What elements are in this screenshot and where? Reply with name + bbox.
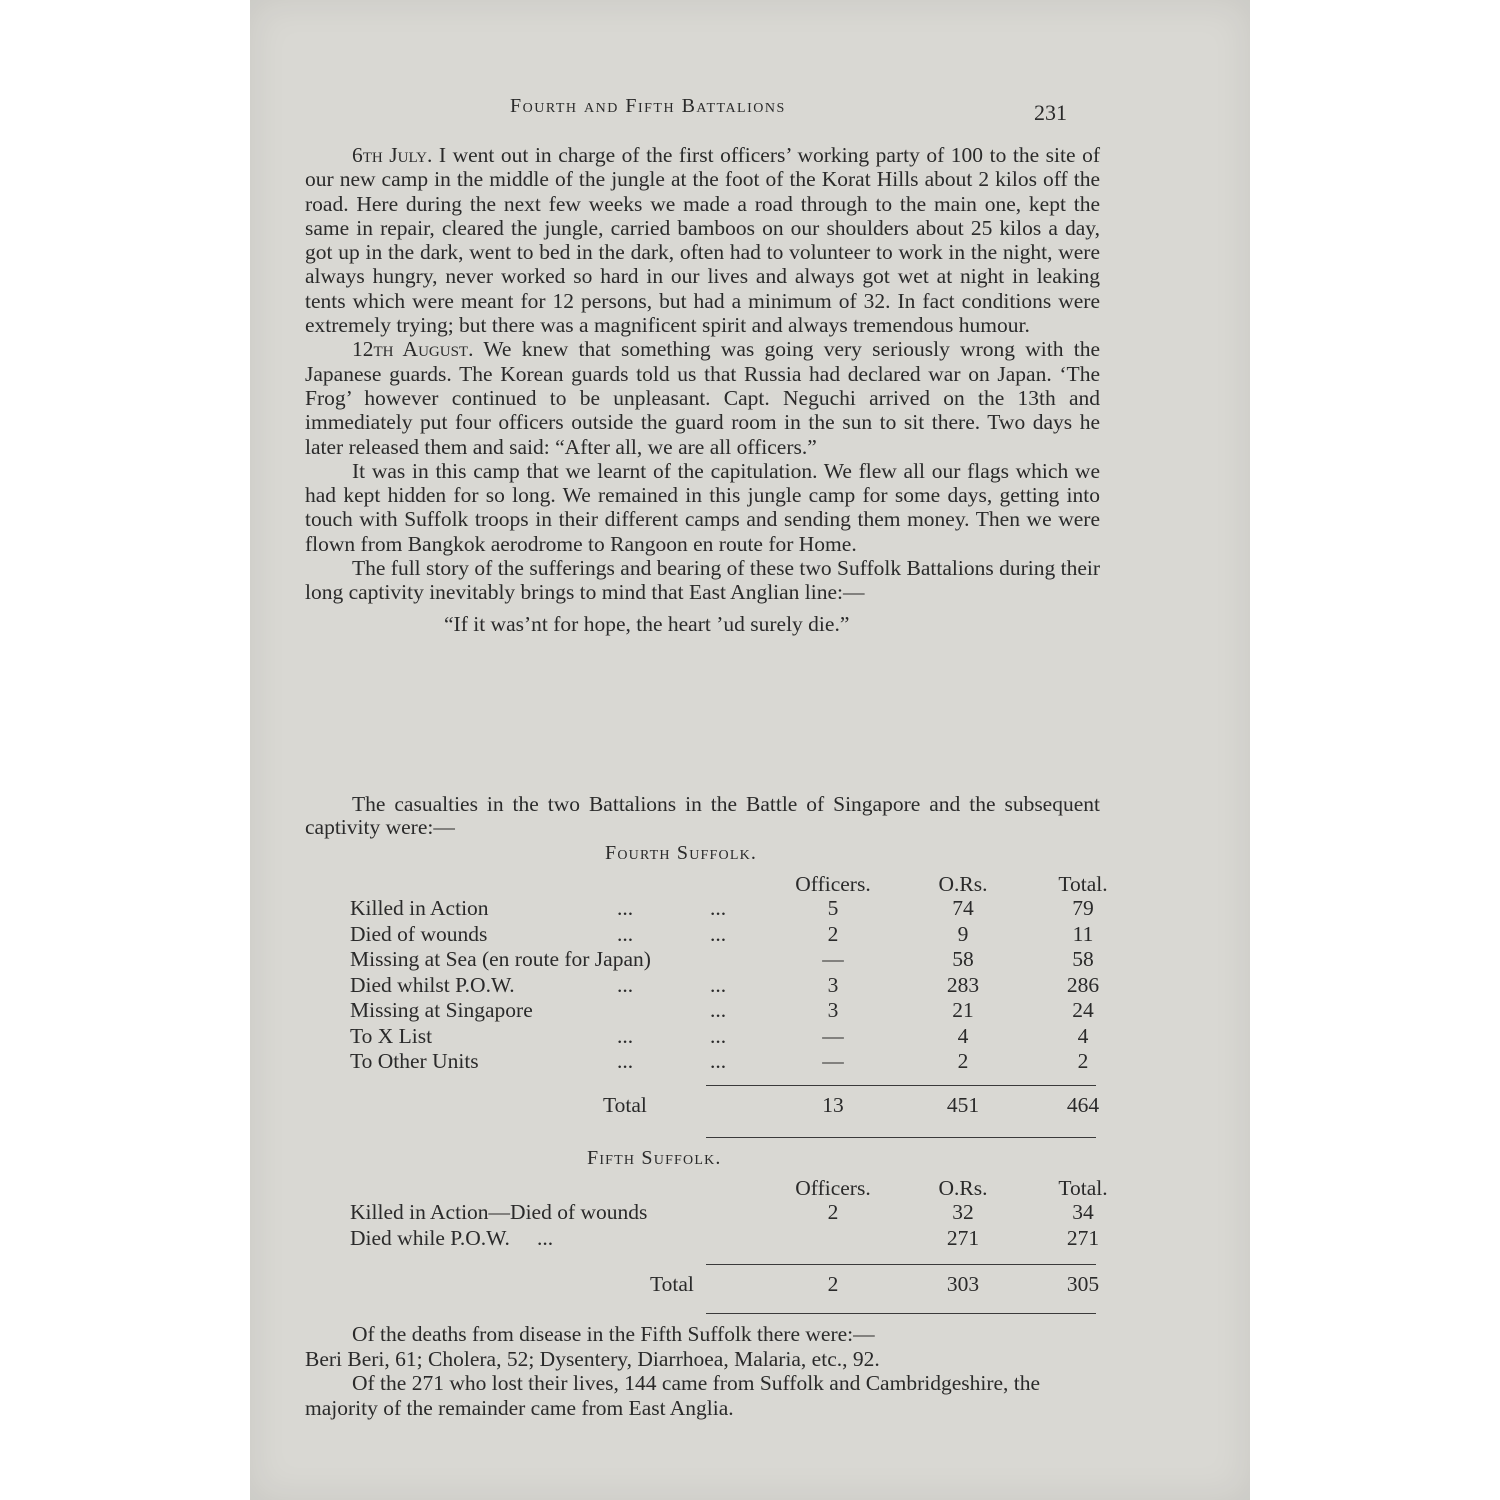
fifth-suffolk-total-row	[350, 1272, 1110, 1298]
cell-ors: 21	[952, 998, 974, 1022]
cell-total: 58	[1072, 947, 1094, 971]
cell-total: 2	[1077, 1049, 1089, 1073]
leader-dots: ...	[710, 1023, 727, 1048]
fourth-suffolk-title: Fourth Suffolk.	[605, 842, 758, 864]
leader-dots: ...	[617, 1049, 634, 1073]
leader-dots: ...	[617, 896, 634, 920]
cell-ors: 9	[957, 921, 969, 946]
total-officers: 13	[822, 1093, 844, 1117]
cell-ors: 58	[952, 947, 974, 971]
row-label: To X List	[350, 1023, 433, 1048]
row-label: Died whilst P.O.W.	[350, 972, 515, 997]
disease-intro: Of the deaths from disease in the Fifth Suffolk there were:—	[352, 1322, 875, 1346]
total-ors: 451	[946, 1093, 980, 1117]
cell-ors: 32	[952, 1200, 974, 1224]
cell-officers: —	[822, 1023, 844, 1048]
leader-dots: ...	[710, 921, 727, 946]
paragraph-capitulation: It was in this camp that we learnt of the capitulation. We flew all our flags which we had kept hidden for so long. We remained in this jungle camp for some days, getting into touch with Suffolk troops in their different camps and sending them money. Then we were flown from Bangkok aerodrome to Rangoon en route for Home.	[305, 458, 1100, 556]
casualty-intro	[305, 793, 1100, 839]
leader-dots: ...	[537, 1225, 554, 1250]
page-number: 231	[1034, 100, 1067, 125]
cell-total: 4	[1077, 1023, 1089, 1048]
header-total: Total.	[1058, 1176, 1108, 1200]
row-label: Died while P.O.W.	[350, 1225, 510, 1250]
cell-officers: —	[822, 1049, 844, 1073]
table-rule	[706, 1137, 1096, 1138]
cell-ors: 283	[946, 972, 980, 997]
cell-officers: 3	[827, 998, 839, 1022]
table-rule	[706, 1085, 1096, 1086]
table-row	[350, 1200, 1110, 1226]
table-rule	[706, 1264, 1096, 1265]
total-ors: 303	[946, 1272, 980, 1296]
table-row	[350, 947, 1110, 973]
total-label: Total	[650, 1272, 694, 1296]
table-rule	[706, 1313, 1096, 1314]
paragraph-body: I went out in charge of the first officers’ working party of 100 to the site of our new camp in the middle of the jungle at the foot of the Korat Hills about 2 kilos off the road. Here during the next few weeks we made a road through to the main one, kept the same in repair, cleared the jungle, carried bamboos on our shoulders about 25 kilos a day, got up in the dark, went to bed in the dark, often had to volunteer to work in the night, were always hungry, never worked so hard in our lives and always got wet at night in leaking tents which were meant for 12 persons, but had a minimum of 32. In fact conditions were extremely trying; but there was a magnificent spirit and always tremendous humour.	[305, 143, 1100, 338]
row-label: To Other Units	[350, 1049, 479, 1073]
row-label: Killed in Action	[350, 896, 489, 920]
fifth-suffolk-title: Fifth Suffolk.	[587, 1147, 722, 1169]
cell-total: 79	[1072, 896, 1094, 920]
cell-total: 11	[1072, 921, 1094, 946]
cell-ors: 2	[957, 1049, 969, 1073]
header-total: Total.	[1058, 872, 1108, 896]
cell-officers: 5	[827, 896, 839, 920]
leader-dots: ...	[710, 998, 727, 1022]
cell-total: 286	[1066, 972, 1100, 997]
table-row	[350, 1226, 1110, 1252]
leader-dots: ...	[617, 921, 634, 946]
fifth-suffolk-table	[350, 1176, 1110, 1251]
leader-dots: ...	[617, 1023, 634, 1048]
cell-officers: 3	[827, 972, 839, 997]
table-header-row	[350, 1176, 1110, 1200]
paragraph-12th-august	[305, 337, 1100, 458]
disease-list: Beri Beri, 61; Cholera, 52; Dysentery, Diarrhoea, Malaria, etc., 92.	[305, 1346, 880, 1371]
header-officers: Officers.	[795, 1176, 871, 1200]
fourth-suffolk-total-row	[350, 1093, 1110, 1119]
cell-ors: 4	[957, 1023, 969, 1048]
table-row	[350, 1024, 1110, 1050]
paragraph-full-story: The full story of the sufferings and bearing of these two Suffolk Battalions during their long captivity inevitably brings to mind that East Anglian line:—	[305, 556, 1100, 605]
cell-officers: —	[822, 947, 844, 971]
total-total: 464	[1066, 1093, 1100, 1117]
table-row	[350, 1049, 1110, 1075]
header-officers: Officers.	[795, 872, 871, 896]
header-ors: O.Rs.	[938, 1176, 988, 1200]
row-label: Killed in Action—Died of wounds	[350, 1200, 648, 1224]
paragraph-6th-july	[305, 143, 1100, 337]
cell-total: 34	[1072, 1200, 1094, 1224]
closing-text	[305, 1322, 1105, 1420]
cell-ors: 74	[952, 896, 974, 920]
running-header: Fourth and Fifth Battalions	[510, 95, 786, 117]
leader-dots: ...	[617, 972, 634, 997]
table-row	[350, 998, 1110, 1024]
leader-dots: ...	[710, 1049, 727, 1073]
row-label: Died of wounds	[350, 921, 488, 946]
date-lead: 12th August.	[352, 337, 474, 362]
row-label: Missing at Sea (en route for Japan)	[350, 947, 651, 971]
leader-dots: ...	[710, 972, 727, 997]
total-total: 305	[1066, 1272, 1100, 1296]
casualty-intro-text: The casualties in the two Battalions in the Battle of Singapore and the subsequent captivity were:—	[305, 792, 1100, 839]
fourth-suffolk-table	[350, 872, 1110, 1075]
table-row	[350, 922, 1110, 948]
document-page	[250, 0, 1250, 1500]
table-header-row	[350, 872, 1110, 896]
cell-officers: 2	[827, 1200, 839, 1224]
cell-officers: 2	[827, 921, 839, 946]
leader-dots: ...	[710, 896, 727, 920]
table-row	[350, 896, 1110, 922]
origin-note: Of the 271 who lost their lives, 144 came from Suffolk and Cambridgeshire, the majority of the remainder came from East Anglia.	[305, 1371, 1041, 1420]
table-row	[350, 973, 1110, 999]
total-officers: 2	[827, 1272, 839, 1296]
row-label: Missing at Singapore	[350, 998, 533, 1022]
cell-ors: 271	[946, 1225, 980, 1250]
date-lead: 6th July.	[352, 143, 433, 167]
quote-line: “If it was’nt for hope, the heart ’ud surely die.”	[444, 611, 850, 636]
narrative-text	[305, 143, 1100, 639]
paragraph-body: We knew that something was going very seriously wrong with the Japanese guards. The Korean guards told us that Russia had declared war on Japan. ‘The Frog’ however continued to be unpleasant. Capt. Neguchi arrived on the 13th and immediately put four officers outside the guard room in the sun to sit there. Two days he later released them and said: “After all, we are all officers.”	[305, 337, 1100, 459]
cell-total: 24	[1072, 998, 1094, 1022]
total-label: Total	[603, 1093, 647, 1117]
header-ors: O.Rs.	[938, 872, 988, 896]
cell-total: 271	[1066, 1225, 1100, 1250]
